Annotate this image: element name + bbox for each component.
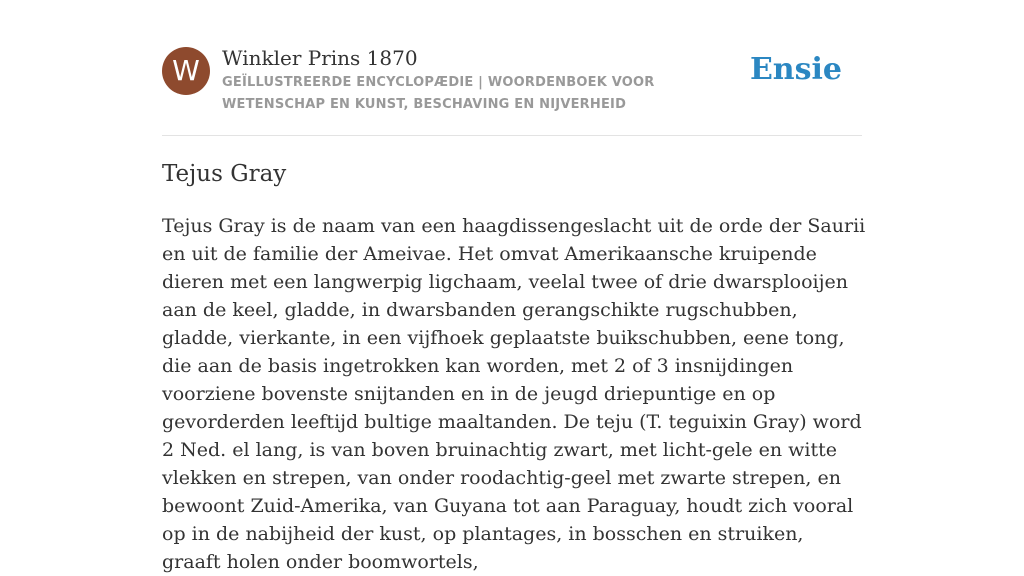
source-title[interactable]: Winkler Prins 1870 xyxy=(222,46,418,70)
avatar[interactable]: W xyxy=(162,47,210,95)
ensie-logo[interactable]: Ensie xyxy=(749,52,842,87)
entry-title: Tejus Gray xyxy=(162,161,287,187)
entry-body: Tejus Gray is de naam van een haagdissengeslacht uit de orde der Saurii en uit de familie der Ameivae. Het omvat Amerikaansche kruipende dieren met een langwerpig ligchaam, veelal twee of drie dwarsplooijen aan de keel, gladde, in dwarsbanden gerangschikte rugschubben, gladde, vierkante, in een vijfhoek geplaatste buikschubben, eene tong, die aan de basis ingetrokken kan worden, met 2 of 3 insnijdingen voorziene bovenste snijtanden en in de jeugd driepuntige en op gevorderden leeftijd bultige maaltanden. De teju (T. teguixin Gray) word 2 Ned. el lang, is van boven bruinachtig zwart, met licht-gele en witte vlekken en strepen, van onder roodachtig-geel met zwarte strepen, en bewoont Zuid-Amerika, van Guyana tot aan Paraguay, houdt zich vooral op in de nabijheid der kust, op plantages, in bosschen en struiken, graaft holen onder boomwortels, xyxy=(162,215,866,573)
header-divider xyxy=(162,135,862,136)
source-subtitle: GEÏLLUSTREERDE ENCYCLOPÆDIE | WOORDENBOEK VOOR WETENSCHAP EN KUNST, BESCHAVING EN NIJVERHEID xyxy=(222,75,655,112)
source-header xyxy=(162,46,862,136)
